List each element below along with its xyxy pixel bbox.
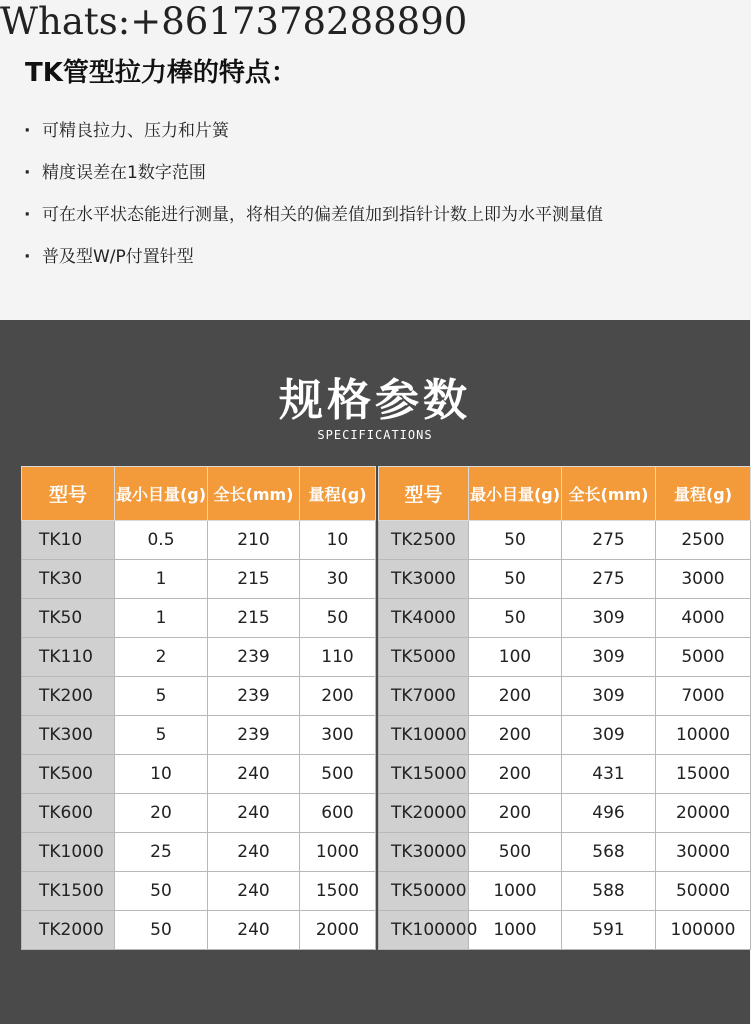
header-min-division: 最小目量(g) (469, 467, 562, 521)
cell-min-division: 5 (115, 716, 208, 755)
cell-min-division: 500 (469, 833, 562, 872)
header-length: 全长(mm) (562, 467, 656, 521)
cell-min-division: 10 (115, 755, 208, 794)
cell-capacity: 4000 (656, 599, 751, 638)
cell-model: TK110 (22, 638, 115, 677)
cell-capacity: 10000 (656, 716, 751, 755)
cell-length: 568 (562, 833, 656, 872)
cell-min-division: 5 (115, 677, 208, 716)
cell-model: TK15000 (379, 755, 469, 794)
feature-item: · 可精良拉力、压力和片簧 (24, 118, 603, 160)
table-row (22, 755, 751, 794)
cell-model: TK30000 (379, 833, 469, 872)
cell-length: 239 (208, 638, 300, 677)
cell-model: TK20000 (379, 794, 469, 833)
table-row (22, 677, 751, 716)
cell-length: 309 (562, 677, 656, 716)
cell-length: 309 (562, 599, 656, 638)
cell-length: 240 (208, 794, 300, 833)
header-model: 型号 (22, 467, 115, 521)
bullet-icon: · (24, 163, 31, 183)
cell-min-division: 25 (115, 833, 208, 872)
cell-min-division: 1 (115, 599, 208, 638)
cell-model: TK10 (22, 521, 115, 560)
table-row (22, 911, 751, 950)
header-capacity: 量程(g) (656, 467, 751, 521)
cell-length: 210 (208, 521, 300, 560)
cell-model: TK200 (22, 677, 115, 716)
table-row (22, 833, 751, 872)
cell-capacity: 3000 (656, 560, 751, 599)
cell-model: TK100000 (379, 911, 469, 950)
cell-model: TK10000 (379, 716, 469, 755)
cell-capacity: 110 (300, 638, 376, 677)
cell-capacity: 50000 (656, 872, 751, 911)
cell-model: TK500 (22, 755, 115, 794)
cell-capacity: 30 (300, 560, 376, 599)
cell-capacity: 10 (300, 521, 376, 560)
specifications-table (21, 466, 751, 950)
cell-length: 215 (208, 599, 300, 638)
cell-capacity: 500 (300, 755, 376, 794)
cell-min-division: 200 (469, 677, 562, 716)
cell-length: 309 (562, 716, 656, 755)
cell-capacity: 2000 (300, 911, 376, 950)
cell-length: 240 (208, 755, 300, 794)
cell-model: TK300 (22, 716, 115, 755)
cell-capacity: 1500 (300, 872, 376, 911)
specifications-section (0, 320, 750, 1024)
bullet-icon: · (24, 121, 31, 141)
cell-min-division: 50 (469, 599, 562, 638)
cell-min-division: 50 (115, 872, 208, 911)
cell-length: 496 (562, 794, 656, 833)
cell-min-division: 50 (469, 560, 562, 599)
cell-min-division: 1000 (469, 872, 562, 911)
cell-capacity: 5000 (656, 638, 751, 677)
header-capacity: 量程(g) (300, 467, 376, 521)
cell-capacity: 30000 (656, 833, 751, 872)
cell-length: 239 (208, 677, 300, 716)
table-row (22, 638, 751, 677)
cell-min-division: 200 (469, 794, 562, 833)
cell-model: TK5000 (379, 638, 469, 677)
cell-capacity: 1000 (300, 833, 376, 872)
header-model: 型号 (379, 467, 469, 521)
cell-length: 309 (562, 638, 656, 677)
header-length: 全长(mm) (208, 467, 300, 521)
cell-min-division: 50 (469, 521, 562, 560)
cell-model: TK4000 (379, 599, 469, 638)
cell-length: 215 (208, 560, 300, 599)
specifications-title: 规格参数 (279, 375, 471, 426)
table-row (22, 599, 751, 638)
cell-min-division: 2 (115, 638, 208, 677)
feature-item: · 精度误差在1数字范围 (24, 160, 603, 202)
cell-min-division: 20 (115, 794, 208, 833)
cell-length: 275 (562, 560, 656, 599)
table-row (22, 872, 751, 911)
features-section (0, 0, 750, 320)
cell-model: TK7000 (379, 677, 469, 716)
cell-min-division: 1000 (469, 911, 562, 950)
table-row (22, 521, 751, 560)
table-header-row (22, 467, 751, 521)
cell-min-division: 200 (469, 716, 562, 755)
cell-min-division: 50 (115, 911, 208, 950)
cell-length: 240 (208, 833, 300, 872)
cell-model: TK1500 (22, 872, 115, 911)
cell-capacity: 200 (300, 677, 376, 716)
cell-length: 275 (562, 521, 656, 560)
cell-model: TK1000 (22, 833, 115, 872)
cell-capacity: 20000 (656, 794, 751, 833)
cell-length: 431 (562, 755, 656, 794)
bullet-icon: · (24, 247, 31, 267)
cell-capacity: 15000 (656, 755, 751, 794)
cell-length: 240 (208, 872, 300, 911)
cell-model: TK50000 (379, 872, 469, 911)
cell-model: TK2000 (22, 911, 115, 950)
cell-length: 588 (562, 872, 656, 911)
cell-length: 591 (562, 911, 656, 950)
features-list (24, 118, 603, 286)
cell-capacity: 600 (300, 794, 376, 833)
bullet-icon: · (24, 205, 31, 225)
cell-model: TK2500 (379, 521, 469, 560)
cell-length: 240 (208, 911, 300, 950)
table-row (22, 716, 751, 755)
cell-capacity: 2500 (656, 521, 751, 560)
header-min-division: 最小目量(g) (115, 467, 208, 521)
feature-item: · 普及型W/P付置针型 (24, 244, 603, 286)
cell-length: 239 (208, 716, 300, 755)
cell-model: TK3000 (379, 560, 469, 599)
feature-item: · 可在水平状态能进行测量，将相关的偏差值加到指针计数上即为水平测量值 (24, 202, 603, 244)
contact-watermark: Whats:+8617378288890 (0, 0, 468, 43)
specifications-subtitle: SPECIFICATIONS (317, 428, 433, 442)
cell-model: TK30 (22, 560, 115, 599)
cell-min-division: 200 (469, 755, 562, 794)
cell-min-division: 1 (115, 560, 208, 599)
cell-min-division: 0.5 (115, 521, 208, 560)
features-title: TK管型拉力棒的特点： (25, 58, 297, 88)
cell-capacity: 300 (300, 716, 376, 755)
table-row (22, 794, 751, 833)
cell-model: TK50 (22, 599, 115, 638)
cell-capacity: 7000 (656, 677, 751, 716)
table-row (22, 560, 751, 599)
cell-model: TK600 (22, 794, 115, 833)
cell-capacity: 100000 (656, 911, 751, 950)
cell-min-division: 100 (469, 638, 562, 677)
cell-capacity: 50 (300, 599, 376, 638)
